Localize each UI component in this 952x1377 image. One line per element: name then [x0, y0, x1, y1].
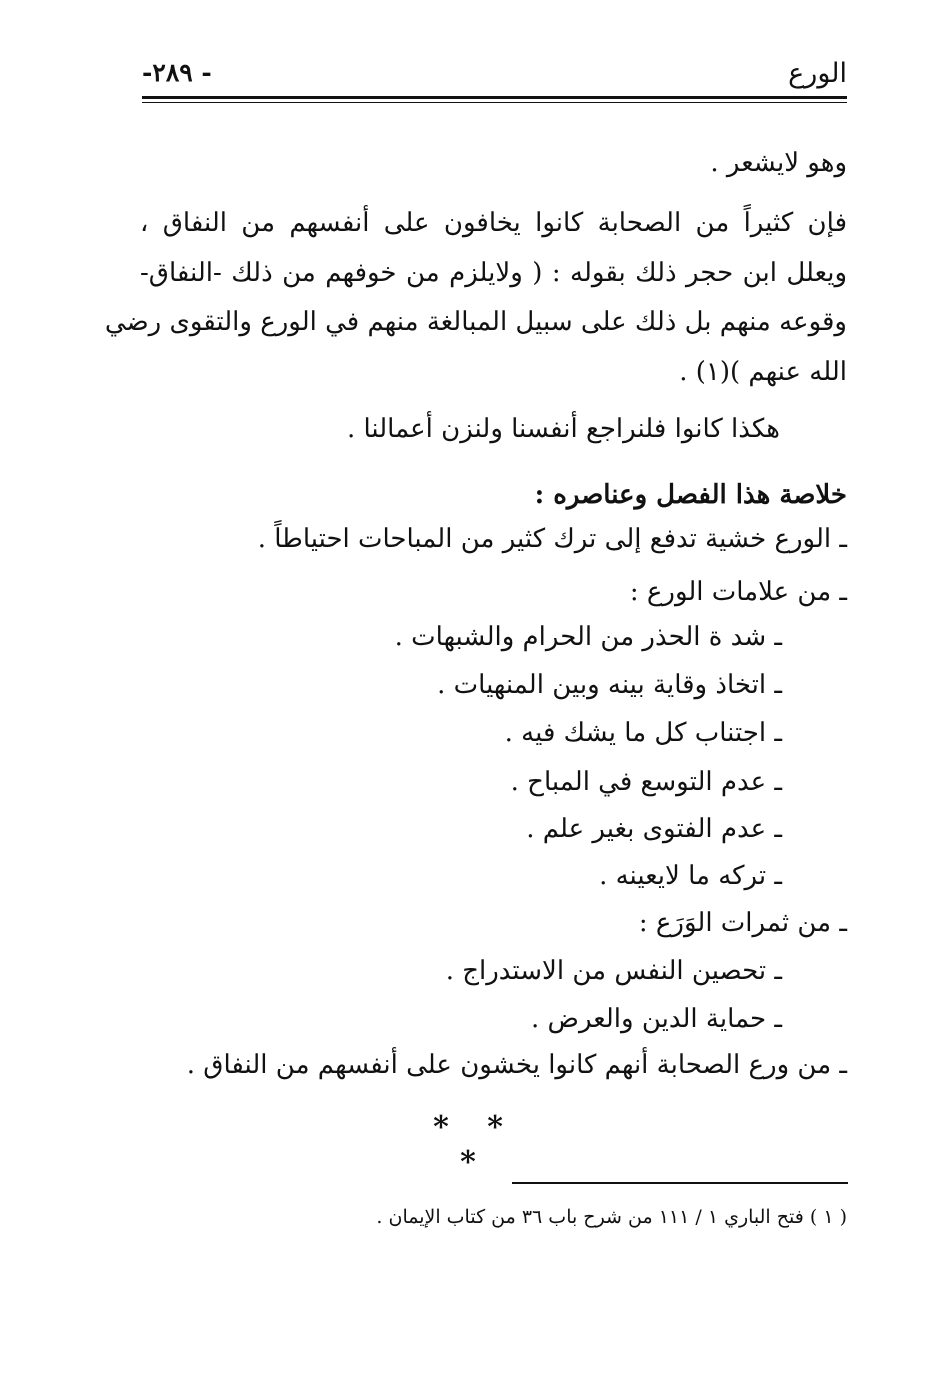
page-header: [142, 58, 847, 94]
signs-item: ـ اتخاذ وقاية بينه وبين المنهيات .: [437, 670, 782, 700]
summary-point: ـ الورع خشية تدفع إلى ترك كثير من المباحات احتياطاً .: [257, 524, 847, 554]
signs-item: ـ تركه ما لايعينه .: [599, 861, 782, 891]
paragraph-line: فإن كثيراً من الصحابة كانوا يخافون على أنفسهم من النفاق ،: [140, 208, 847, 238]
paragraph-line: ويعلل ابن حجر ذلك بقوله : ( ولايلزم من خوفهم من ذلك -النفاق-: [140, 258, 847, 288]
summary-heading: خلاصة هذا الفصل وعناصره :: [534, 480, 847, 510]
header-rule-thin: [142, 102, 847, 103]
signs-item: ـ شد ة الحذر من الحرام والشبهات .: [394, 622, 782, 652]
header-rule-thick: [142, 96, 847, 99]
paragraph-line: الله عنهم )(١) .: [679, 357, 847, 387]
exhortation-line: هكذا كانوا فلنراجع أنفسنا ولنزن أعمالنا .: [346, 414, 780, 444]
fruits-heading: ـ من ثمرات الوَرَع :: [638, 908, 847, 938]
section-separator: * * *: [433, 1110, 517, 1180]
page-number: - ٢٨٩-: [142, 58, 212, 87]
footnote-rule: [512, 1182, 848, 1184]
signs-item: ـ عدم التوسع في المباح .: [510, 767, 782, 797]
fruits-item: ـ حماية الدين والعرض .: [531, 1004, 782, 1034]
continuation-line: وهو لايشعر .: [710, 148, 847, 178]
summary-point: ـ من ورع الصحابة أنهم كانوا يخشون على أنفسهم من النفاق .: [186, 1050, 847, 1080]
footnote: ( ١ ) فتح الباري ١ / ١١١ من شرح باب ٣٦ من كتاب الإيمان .: [376, 1206, 847, 1228]
chapter-title: الورع: [788, 58, 847, 89]
signs-heading: ـ من علامات الورع :: [629, 577, 847, 607]
signs-item: ـ اجتناب كل ما يشك فيه .: [504, 718, 782, 748]
signs-item: ـ عدم الفتوى بغير علم .: [526, 814, 782, 844]
paragraph-line: وقوعه منهم بل ذلك على سبيل المبالغة منهم في الورع والتقوى رضي: [104, 307, 847, 337]
fruits-item: ـ تحصين النفس من الاستدراج .: [445, 956, 782, 986]
